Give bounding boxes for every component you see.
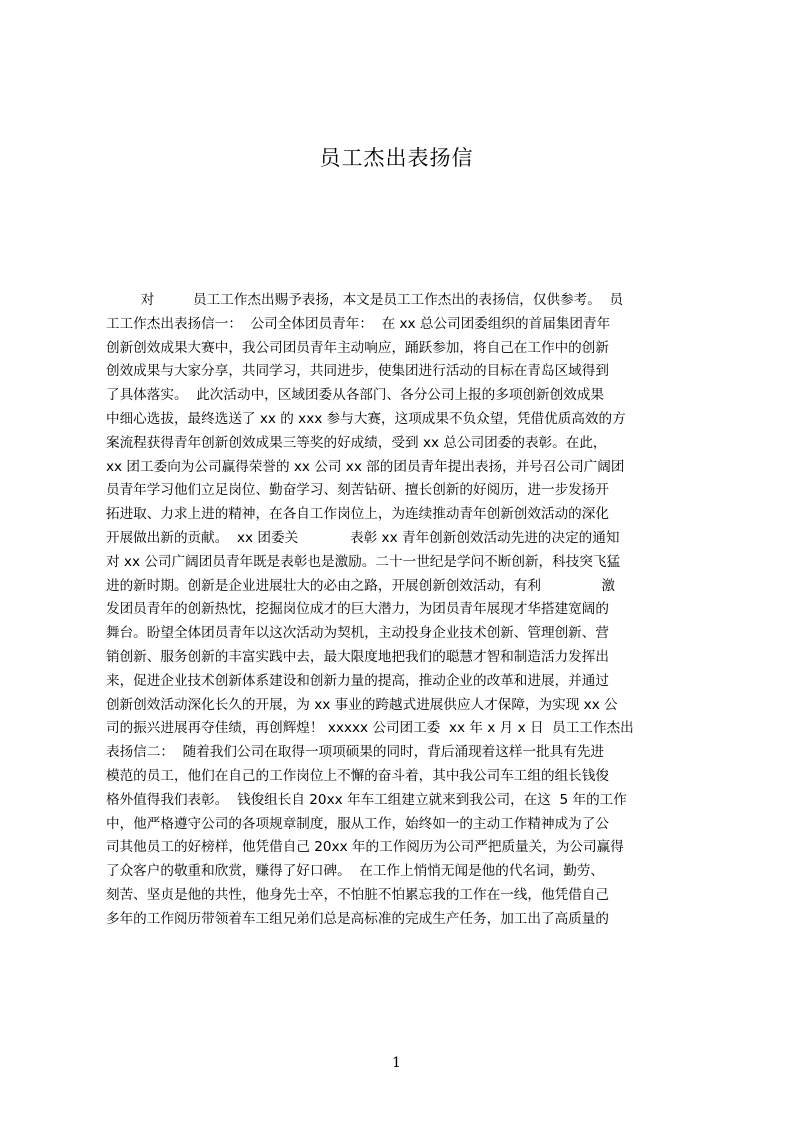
text-line: 员青年学习他们立足岗位、勤奋学习、刻苦钻研、擅长创新的好阅历，进一步发扬开	[106, 482, 609, 499]
text-line: 发团员青年的创新热忱，挖掘岗位成才的巨大潜力，为团员青年展现才华搭建宽阔的	[106, 601, 609, 618]
text-line: 案流程获得青年创新创效成果三等奖的好成绩，受到 xx 总公司团委的表彰。在此，	[106, 434, 607, 451]
text-line: xx 团工委向为公司赢得荣誉的 xx 公司 xx 部的团员青年提出表扬，并号召公司广阔团	[106, 458, 625, 475]
text-line: 对 员工工作杰出赐予表扬，本文是员工工作杰出的表扬信，仅供参考。 员	[106, 292, 624, 308]
text-line: 刻苦、坚贞是他的共性，他身先士卒，不怕脏不怕累忘我的工作在一线，他凭借自己	[106, 886, 609, 903]
text-line: 中，他严格遵守公司的各项规章制度，服从工作，始终如一的主动工作精神成为了公	[106, 815, 609, 832]
text-line: 工工作杰出表扬信一： 公司全体团员青年： 在 xx 总公司团委组织的首届集团青年	[106, 315, 611, 332]
text-line: 舞台。盼望全体团员青年以这次活动为契机，主动投身企业技术创新、管理创新、营	[106, 625, 609, 642]
text-line: 销创新、服务创新的丰富实践中去，最大限度地把我们的聪慧才智和制造活力发挥出	[106, 648, 609, 665]
document-title: 员工杰出表扬信	[319, 146, 474, 170]
text-line: 中细心选拔，最终选送了 xx 的 xxx 参与大赛，这项成果不负众望，凭借优质高效的方	[106, 410, 626, 427]
text-line: 拓进取、力求上进的精神，在各自工作岗位上，为连续推动青年创新创效活动的深化	[106, 506, 609, 523]
text-line: 司的振兴进展再夺佳绩，再创辉煌！ xxxxx 公司团工委 xx 年 x 月 x 日 员工工作杰出	[106, 720, 634, 737]
page-number: 1	[392, 1055, 401, 1071]
text-line: 对 xx 公司广阔团员青年既是表彰也是激励。二十一世纪是学问不断创新，科技突飞猛	[106, 553, 621, 570]
text-line: 创新创效成果大赛中，我公司团员青年主动响应，踊跃参加，将自己在工作中的创新	[106, 339, 609, 356]
text-line: 表扬信二： 随着我们公司在取得一项项硕果的同时，背后涌现着这样一批具有先进	[106, 744, 605, 761]
text-line: 来，促进企业技术创新体系建设和创新力量的提高，推动企业的改革和进展，并通过	[106, 672, 609, 689]
text-line: 创新创效活动深化长久的开展，为 xx 事业的跨越式进展供应人才保障，为实现 xx 公	[106, 696, 618, 713]
text-line: 了众客户的敬重和欣赏，赚得了好口碑。 在工作上悄悄无闻是他的代名词，勤劳、	[106, 863, 605, 880]
text-line: 格外值得我们表彰。 钱俊组长自 20xx 年车工组建立就来到我公司，在这 5 年的工作	[106, 791, 627, 808]
text-line: 模范的员工，他们在自己的工作岗位上不懈的奋斗着，其中我公司车工组的组长钱俊	[106, 767, 609, 784]
text-line: 多年的工作阅历带领着车工组兄弟们总是高标准的完成生产任务，加工出了高质量的	[106, 910, 609, 927]
text-line: 创效成果与大家分享，共同学习，共同进步，使集团进行活动的目标在青岛区域得到	[106, 363, 609, 380]
text-line: 司其他员工的好榜样，他凭借自己 20xx 年的工作阅历为公司严把质量关，为公司赢得	[106, 839, 624, 856]
text-line: 进的新时期。创新是企业进展壮大的必由之路，开展创新创效活动，有利 激	[106, 577, 616, 594]
body-text	[106, 289, 696, 932]
text-line: 了具体落实。 此次活动中，区域团委从各部门、各分公司上报的多项创新创效成果	[106, 387, 605, 404]
text-line: 开展做出新的贡献。 xx 团委关 表彰 xx 青年创新创效活动先进的决定的通知	[106, 529, 620, 546]
